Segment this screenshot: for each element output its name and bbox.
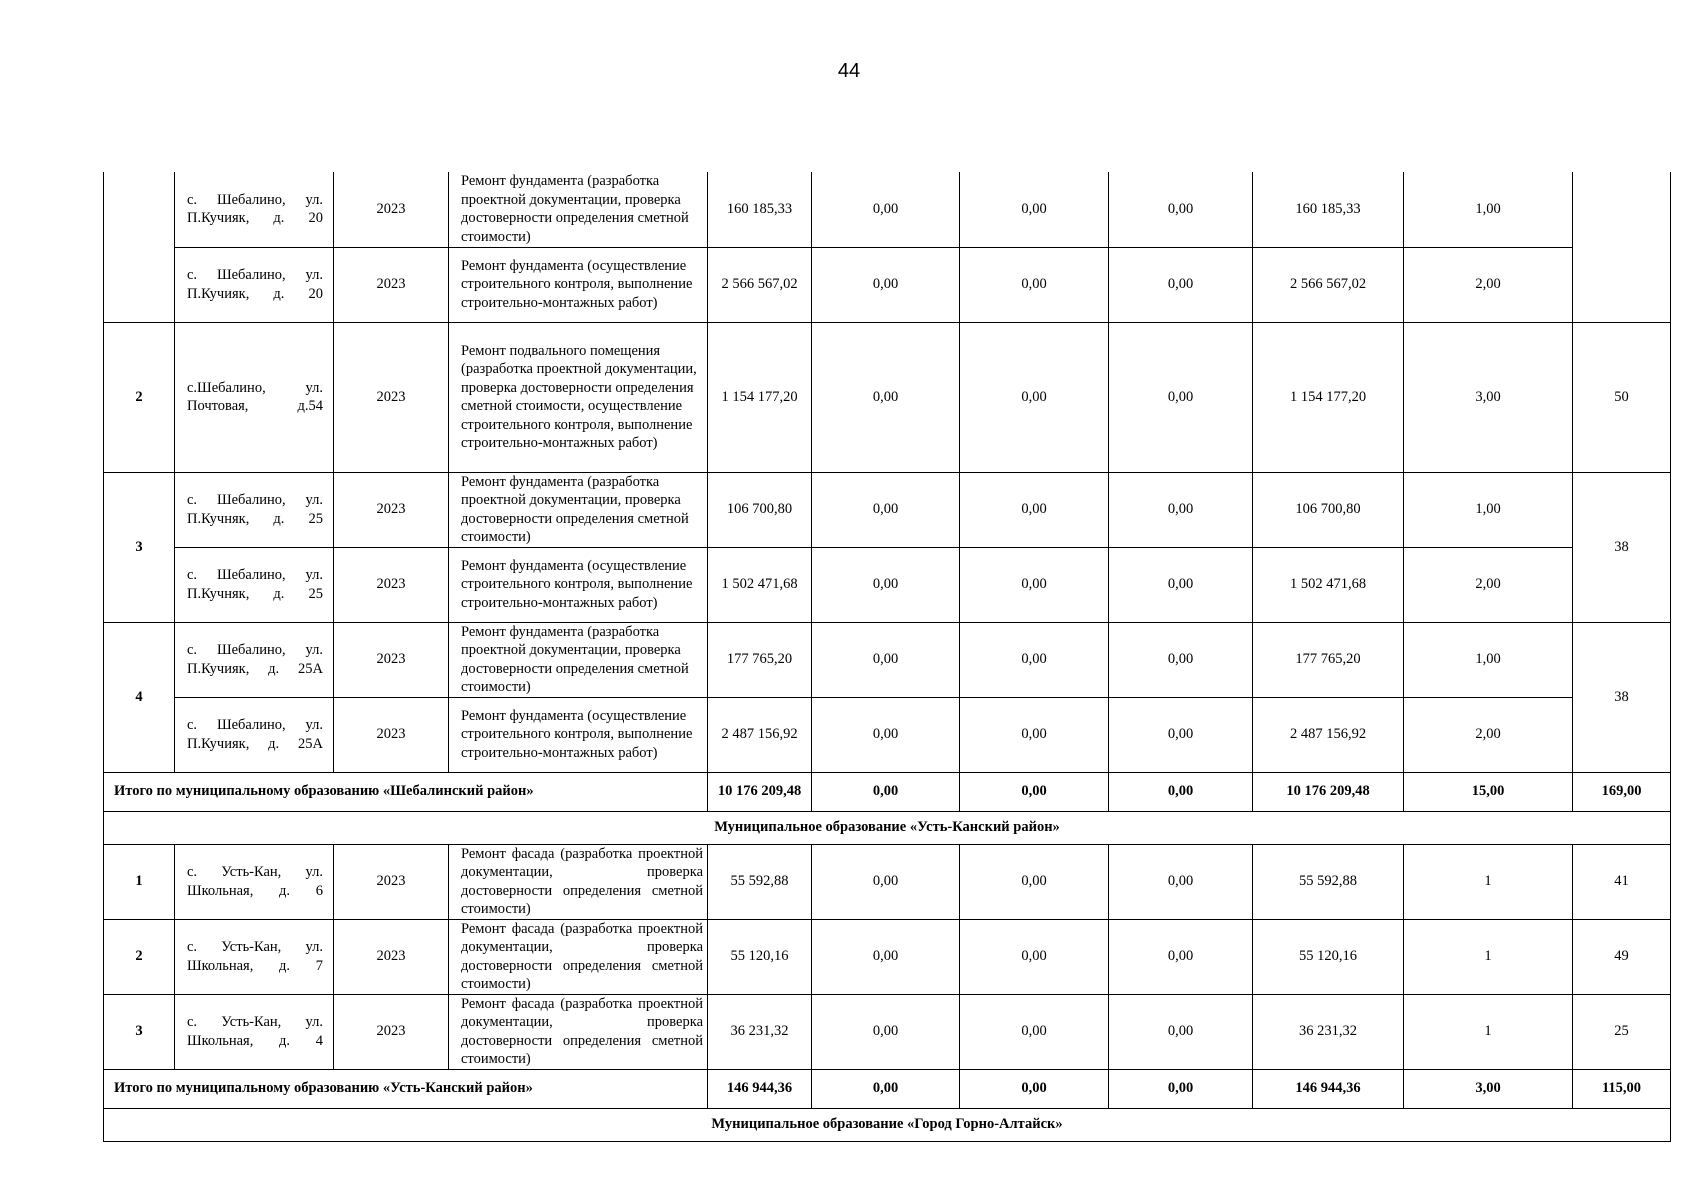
total-cost-cell: 55 592,88	[708, 844, 812, 919]
local-budget-cell: 0,00	[1109, 247, 1253, 322]
stage-cell: 3,00	[1404, 322, 1573, 472]
address-cell: с. Усть-Кан, ул. Школьная, д. 6	[175, 844, 334, 919]
work-type-cell: Ремонт фундамента (разработка проектной документации, проверка достоверности определения сметной стоимости)	[449, 172, 708, 247]
owners-funds-cell: 1 154 177,20	[1253, 322, 1404, 472]
budget-cell: 0,00	[960, 697, 1109, 772]
owners-funds-cell: 1 502 471,68	[1253, 547, 1404, 622]
local-budget-cell: 0,00	[1109, 697, 1253, 772]
owners-funds-cell: 106 700,80	[1253, 472, 1404, 547]
table-row	[104, 322, 1671, 472]
owners-funds-cell: 2 487 156,92	[1253, 697, 1404, 772]
year-cell: 2023	[334, 697, 449, 772]
row-number-cell: 2	[104, 919, 175, 994]
work-type-cell: Ремонт фасада (разработка проектной документации, проверка достоверности определения сметной стоимости)	[449, 919, 708, 994]
local-budget-cell: 0,00	[1109, 322, 1253, 472]
stage-cell: 3,00	[1404, 1069, 1573, 1108]
fund-cell: 0,00	[812, 472, 960, 547]
total-cost-cell: 1 502 471,68	[708, 547, 812, 622]
work-type-cell: Ремонт фундамента (разработка проектной документации, проверка достоверности определения сметной стоимости)	[449, 622, 708, 697]
work-type-cell: Ремонт подвального помещения (разработка проектной документации, проверка достоверности определения сметной стоимости, осуществление строительного контроля, выполнение строительно-монтажных работ)	[449, 322, 708, 472]
apartments-count-cell	[1573, 172, 1671, 322]
total-cost-cell: 10 176 209,48	[708, 772, 812, 811]
total-cost-cell: 2 566 567,02	[708, 247, 812, 322]
table-row	[104, 919, 1671, 994]
local-budget-cell: 0,00	[1109, 472, 1253, 547]
local-budget-cell: 0,00	[1109, 172, 1253, 247]
local-budget-cell: 0,00	[1109, 1069, 1253, 1108]
apartments-count-cell: 25	[1573, 994, 1671, 1069]
row-number-cell: 3	[104, 994, 175, 1069]
table-row	[104, 994, 1671, 1069]
total-label: Итого по муниципальному образованию «Шебалинский район»	[104, 772, 708, 811]
address-cell: с. Шебалино, ул. П.Кучняк, д. 25	[175, 547, 334, 622]
stage-cell: 1	[1404, 919, 1573, 994]
stage-cell: 1	[1404, 994, 1573, 1069]
work-type-cell: Ремонт фундамента (осуществление строительного контроля, выполнение строительно-монтажных работ)	[449, 547, 708, 622]
section-title: Муниципальное образование «Город Горно-Алтайск»	[104, 1108, 1671, 1141]
year-cell: 2023	[334, 247, 449, 322]
owners-funds-cell: 2 566 567,02	[1253, 247, 1404, 322]
work-type-cell: Ремонт фасада (разработка проектной документации, проверка достоверности определения сметной стоимости)	[449, 994, 708, 1069]
total-cost-cell: 177 765,20	[708, 622, 812, 697]
fund-cell: 0,00	[812, 247, 960, 322]
work-type-cell: Ремонт фасада (разработка проектной документации, проверка достоверности определения сметной стоимости)	[449, 844, 708, 919]
budget-cell: 0,00	[960, 172, 1109, 247]
table-row	[104, 622, 1671, 697]
address-cell: с. Шебалино, ул. П.Кучняк, д. 25	[175, 472, 334, 547]
stage-cell: 1,00	[1404, 622, 1573, 697]
section-title: Муниципальное образование «Усть-Канский район»	[104, 811, 1671, 844]
address-cell: с. Шебалино, ул. П.Кучияк, д. 25А	[175, 622, 334, 697]
local-budget-cell: 0,00	[1109, 844, 1253, 919]
year-cell: 2023	[334, 844, 449, 919]
apartments-count-cell: 169,00	[1573, 772, 1671, 811]
apartments-count-cell: 50	[1573, 322, 1671, 472]
address-cell: с. Шебалино, ул. П.Кучияк, д. 20	[175, 172, 334, 247]
year-cell: 2023	[334, 472, 449, 547]
stage-cell: 15,00	[1404, 772, 1573, 811]
year-cell: 2023	[334, 547, 449, 622]
table-row	[104, 547, 1671, 622]
stage-cell: 1,00	[1404, 472, 1573, 547]
fund-cell: 0,00	[812, 1069, 960, 1108]
fund-cell: 0,00	[812, 547, 960, 622]
total-cost-cell: 1 154 177,20	[708, 322, 812, 472]
budget-cell: 0,00	[960, 622, 1109, 697]
owners-funds-cell: 146 944,36	[1253, 1069, 1404, 1108]
budget-cell: 0,00	[960, 247, 1109, 322]
address-cell: с. Шебалино, ул. П.Кучияк, д. 20	[175, 247, 334, 322]
fund-cell: 0,00	[812, 697, 960, 772]
year-cell: 2023	[334, 622, 449, 697]
table-row	[104, 697, 1671, 772]
table-row	[104, 472, 1671, 547]
work-type-cell: Ремонт фундамента (разработка проектной документации, проверка достоверности определения сметной стоимости)	[449, 472, 708, 547]
stage-cell: 2,00	[1404, 547, 1573, 622]
fund-cell: 0,00	[812, 844, 960, 919]
stage-cell: 2,00	[1404, 697, 1573, 772]
section-header-row	[104, 1108, 1671, 1141]
stage-cell: 1,00	[1404, 172, 1573, 247]
total-cost-cell: 146 944,36	[708, 1069, 812, 1108]
local-budget-cell: 0,00	[1109, 547, 1253, 622]
total-cost-cell: 36 231,32	[708, 994, 812, 1069]
table-row	[104, 172, 1671, 247]
repair-program-table	[103, 172, 1671, 1142]
apartments-count-cell: 41	[1573, 844, 1671, 919]
total-cost-cell: 160 185,33	[708, 172, 812, 247]
section-header-row	[104, 811, 1671, 844]
address-cell: с. Усть-Кан, ул. Школьная, д. 7	[175, 919, 334, 994]
total-label: Итого по муниципальному образованию «Усть-Канский район»	[104, 1069, 708, 1108]
year-cell: 2023	[334, 994, 449, 1069]
owners-funds-cell: 55 592,88	[1253, 844, 1404, 919]
local-budget-cell: 0,00	[1109, 919, 1253, 994]
local-budget-cell: 0,00	[1109, 622, 1253, 697]
fund-cell: 0,00	[812, 322, 960, 472]
work-type-cell: Ремонт фундамента (осуществление строительного контроля, выполнение строительно-монтажных работ)	[449, 697, 708, 772]
owners-funds-cell: 55 120,16	[1253, 919, 1404, 994]
address-cell: с. Шебалино, ул. П.Кучияк, д. 25А	[175, 697, 334, 772]
owners-funds-cell: 177 765,20	[1253, 622, 1404, 697]
row-number-cell: 4	[104, 622, 175, 772]
work-type-cell: Ремонт фундамента (осуществление строительного контроля, выполнение строительно-монтажных работ)	[449, 247, 708, 322]
address-cell: с. Усть-Кан, ул. Школьная, д. 4	[175, 994, 334, 1069]
fund-cell: 0,00	[812, 172, 960, 247]
fund-cell: 0,00	[812, 919, 960, 994]
total-row	[104, 772, 1671, 811]
budget-cell: 0,00	[960, 844, 1109, 919]
table-row	[104, 844, 1671, 919]
local-budget-cell: 0,00	[1109, 772, 1253, 811]
apartments-count-cell: 115,00	[1573, 1069, 1671, 1108]
row-number-cell	[104, 172, 175, 322]
fund-cell: 0,00	[812, 994, 960, 1069]
fund-cell: 0,00	[812, 622, 960, 697]
budget-cell: 0,00	[960, 919, 1109, 994]
address-cell: с.Шебалино, ул. Почтовая, д.54	[175, 322, 334, 472]
owners-funds-cell: 10 176 209,48	[1253, 772, 1404, 811]
budget-cell: 0,00	[960, 547, 1109, 622]
fund-cell: 0,00	[812, 772, 960, 811]
budget-cell: 0,00	[960, 472, 1109, 547]
local-budget-cell: 0,00	[1109, 994, 1253, 1069]
total-row	[104, 1069, 1671, 1108]
apartments-count-cell: 49	[1573, 919, 1671, 994]
stage-cell: 1	[1404, 844, 1573, 919]
owners-funds-cell: 36 231,32	[1253, 994, 1404, 1069]
total-cost-cell: 55 120,16	[708, 919, 812, 994]
row-number-cell: 2	[104, 322, 175, 472]
owners-funds-cell: 160 185,33	[1253, 172, 1404, 247]
budget-cell: 0,00	[960, 1069, 1109, 1108]
row-number-cell: 1	[104, 844, 175, 919]
apartments-count-cell: 38	[1573, 472, 1671, 622]
stage-cell: 2,00	[1404, 247, 1573, 322]
budget-cell: 0,00	[960, 994, 1109, 1069]
budget-cell: 0,00	[960, 322, 1109, 472]
total-cost-cell: 106 700,80	[708, 472, 812, 547]
year-cell: 2023	[334, 919, 449, 994]
total-cost-cell: 2 487 156,92	[708, 697, 812, 772]
row-number-cell: 3	[104, 472, 175, 622]
apartments-count-cell: 38	[1573, 622, 1671, 772]
year-cell: 2023	[334, 172, 449, 247]
table-row	[104, 247, 1671, 322]
page-number: 44	[837, 60, 861, 82]
budget-cell: 0,00	[960, 772, 1109, 811]
year-cell: 2023	[334, 322, 449, 472]
